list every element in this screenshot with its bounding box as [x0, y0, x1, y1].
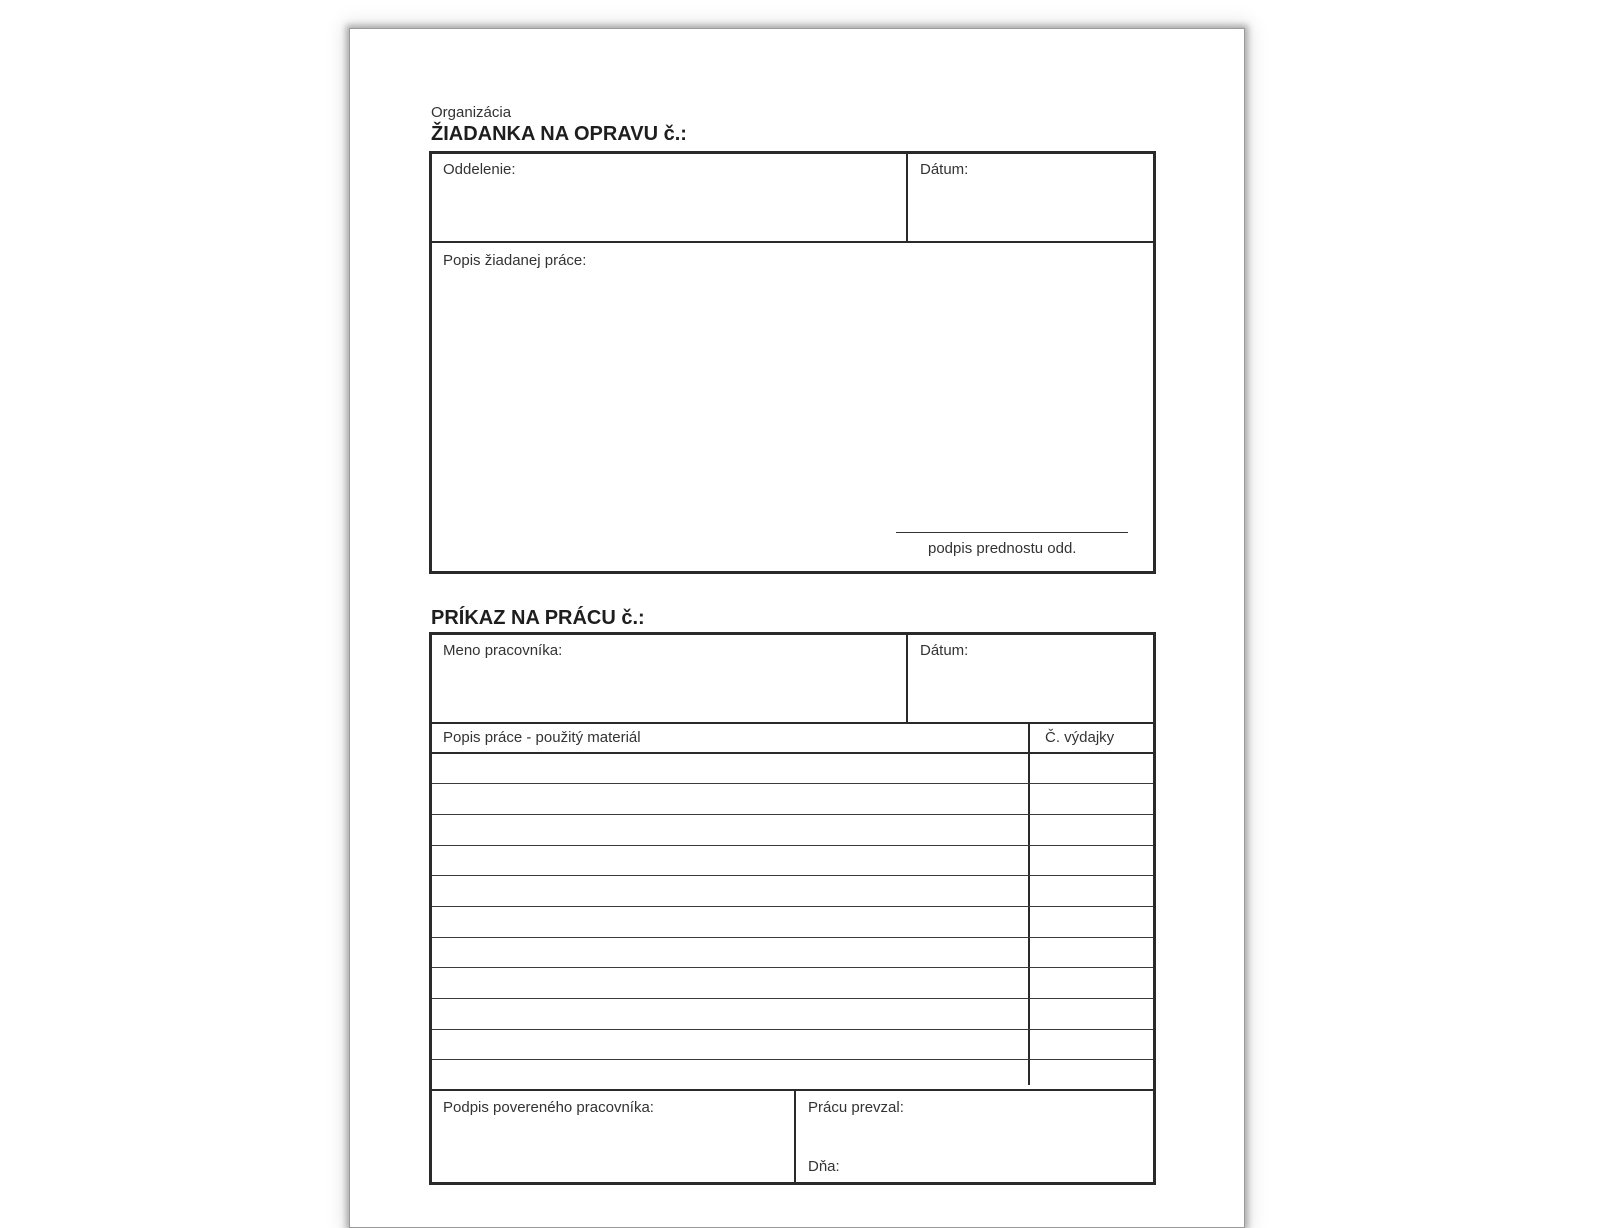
- authorized-worker-signature-label: Podpis povereného pracovníka:: [443, 1099, 654, 1116]
- request-date-field-label: Dátum:: [920, 161, 969, 178]
- work-order-box: [429, 632, 1156, 1185]
- signature-line: [896, 532, 1128, 533]
- work-received-label: Prácu prevzal:: [808, 1099, 904, 1116]
- table-row: [432, 906, 1153, 907]
- form-sheet: [349, 28, 1245, 1228]
- work-order-title: PRÍKAZ NA PRÁCU č.:: [431, 607, 645, 629]
- table-row: [432, 1059, 1153, 1060]
- repair-request-box: [429, 151, 1156, 574]
- divider: [906, 154, 908, 243]
- organization-label: Organizácia: [431, 104, 512, 121]
- order-date-field-label: Dátum:: [920, 642, 969, 659]
- table-header-divider: [432, 752, 1153, 754]
- received-on-date-label: Dňa:: [808, 1158, 840, 1175]
- table-row: [432, 845, 1153, 846]
- material-column-header: Popis práce - použitý materiál: [443, 729, 641, 746]
- table-bottom-divider: [432, 1089, 1153, 1091]
- table-row: [432, 814, 1153, 815]
- receipt-number-column-header: Č. výdajky: [1045, 729, 1115, 746]
- table-row: [432, 937, 1153, 938]
- request-title: ŽIADANKA NA OPRAVU č.:: [431, 123, 687, 145]
- table-row: [432, 875, 1153, 876]
- worker-name-field-label: Meno pracovníka:: [443, 642, 563, 659]
- divider: [432, 722, 1153, 724]
- divider: [432, 241, 1153, 243]
- department-head-signature-label: podpis prednostu odd.: [928, 540, 1077, 557]
- table-row: [432, 783, 1153, 784]
- divider: [794, 1090, 796, 1182]
- work-description-field-label: Popis žiadanej práce:: [443, 252, 587, 269]
- table-row: [432, 1029, 1153, 1030]
- divider: [906, 635, 908, 724]
- table-row: [432, 998, 1153, 999]
- table-column-divider: [1028, 723, 1030, 1085]
- table-row: [432, 967, 1153, 968]
- department-field-label: Oddelenie:: [443, 161, 516, 178]
